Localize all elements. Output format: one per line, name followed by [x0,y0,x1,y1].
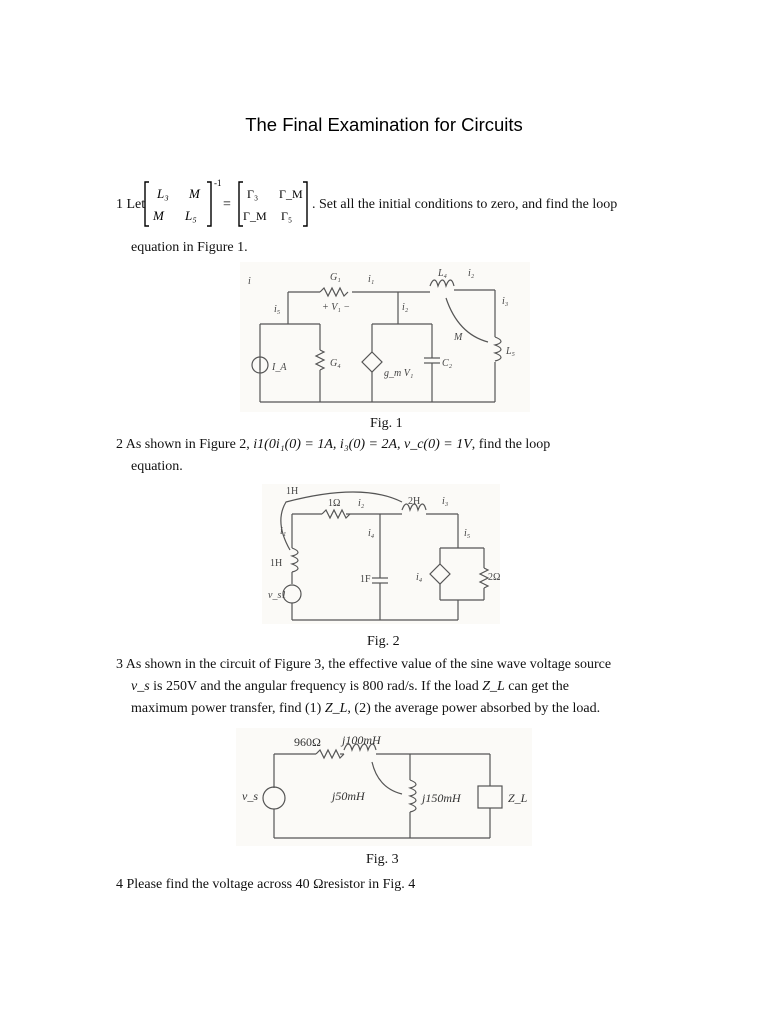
exam-title: The Final Examination for Circuits [245,114,523,135]
q1-text-line2: equation in Figure 1. [131,240,248,255]
q1-text-after: . Set all the initial conditions to zero, and find the loop [312,197,618,212]
fig1-label-i5: i₅ [274,304,281,315]
fig2-label-i5: i₅ [464,528,471,539]
fig1-label-i1: i₁ [368,274,375,285]
fig2-label-l2: 2H [408,496,421,507]
fig1-label-i3: i₃ [502,296,509,307]
fig1-label-i2: i₂ [402,302,409,313]
fig1-label-v1: + V₁ − [322,302,351,313]
fig3-label-vs: v_s [242,789,258,803]
fig1-caption: Fig. 1 [370,416,403,431]
matrix-right-gm2: Γ_M [243,209,267,223]
fig1-label-ia: I_A [272,362,287,373]
fig1-label-c2: C₂ [442,358,453,369]
fig1-label-l4: L₄ [438,268,448,279]
fig3-caption: Fig. 3 [366,852,399,867]
q1-matrix-equation [143,178,313,230]
figure-3-circuit [236,728,532,846]
fig3-label-r: 960Ω [294,735,321,749]
fig2-label-cs: i₄ [416,572,423,583]
matrix-left-m: M [189,186,200,201]
fig2-label-r1: 1Ω [328,498,341,509]
matrix-left-l5: L₅ [185,208,197,223]
fig2-label-l1: 1H [270,558,283,569]
fig3-label-l2: j150mH [422,791,461,805]
fig2-label-i2: i₂ [358,498,365,509]
fig2-label-r2: 2Ω [488,572,500,583]
matrix-equals: = [223,197,231,212]
figure-1-circuit [240,262,530,412]
q3-line1: 3 As shown in the circuit of Figure 3, the effective value of the sine wave voltage source [116,657,612,672]
figure-2-circuit [262,484,500,624]
fig2-label-i1: i₁ [280,526,287,537]
fig1-label-m: M [454,332,463,343]
q4-text: 4 Please find the voltage across 40 Ωresistor in Fig. 4 [116,877,416,892]
fig2-label-i3: i₃ [442,496,449,507]
fig2-label-vs: v_s1 [268,590,287,601]
fig1-label-l5: L₅ [506,346,516,357]
q2-text-line2: equation. [131,459,183,474]
fig2-label-c1: 1F [360,574,371,585]
matrix-inverse-sup: -1 [214,178,222,188]
q2-text: 2 As shown in Figure 2, i1(0i₁(0) = 1A, i₃(0) = 2A, v_c(0) = 1V, find the loop [116,437,551,452]
matrix-left-l3: L₃ [157,186,169,201]
fig1-label-gm: g_m V₁ [384,368,414,379]
fig2-label-i4: i₄ [368,528,375,539]
fig3-label-zl: Z_L [508,791,528,805]
q3-line3: maximum power transfer, find (1) Z_L, (2) the average power absorbed by the load. [131,701,601,716]
fig2-caption: Fig. 2 [367,634,400,649]
matrix-right-gm: Γ_M [279,187,303,201]
q3-line2: v_s is 250V and the angular frequency is 800 rad/s. If the load Z_L can get the [131,679,569,694]
matrix-right-g3: Γ₃ [247,187,259,201]
q1-number: 1 Let [116,197,146,212]
fig1-label-g1: G₁ [330,272,341,283]
fig1-label-j: i [248,276,251,287]
fig3-label-m: j50mH [332,789,365,803]
fig1-label-g4: G₄ [330,358,341,369]
matrix-left-m2: M [153,208,164,223]
fig1-label-i2top: i₂ [468,268,475,279]
matrix-right-g5: Γ₅ [281,209,293,223]
fig2-label-htop: 1H [286,486,299,497]
fig3-label-l1: j100mH [342,733,381,747]
